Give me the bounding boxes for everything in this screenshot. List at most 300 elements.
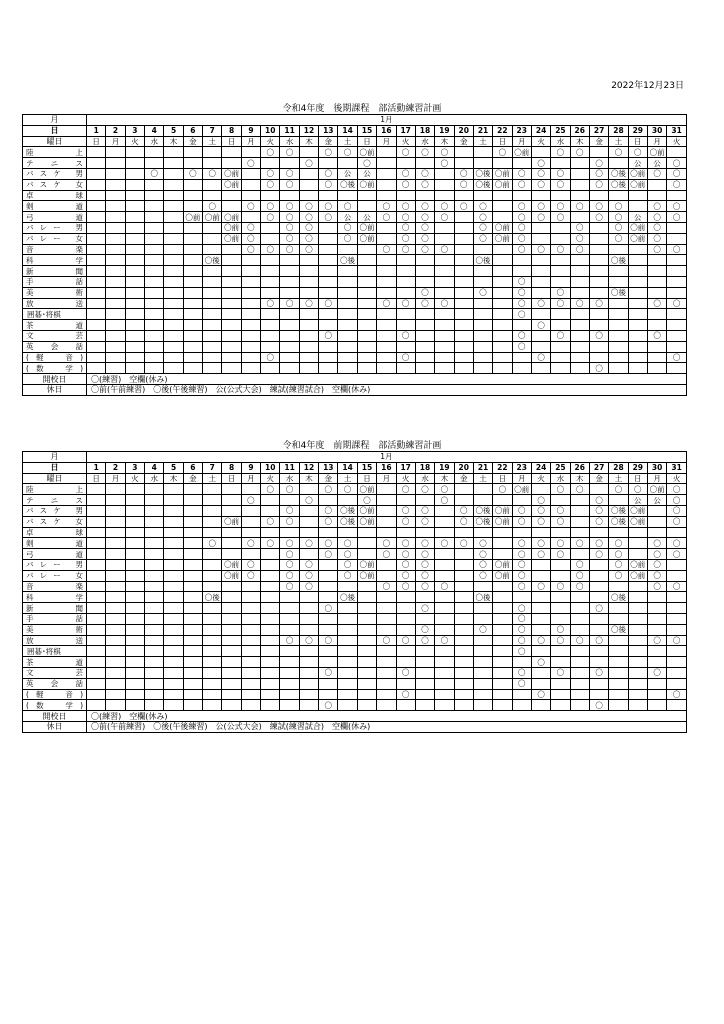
schedule-cell [493,657,512,668]
schedule-cell [241,363,260,374]
schedule-cell [203,244,222,255]
schedule-cell [415,678,434,689]
month-value: 1月 [87,452,687,463]
schedule-cell [164,538,183,549]
schedule-cell [87,298,106,309]
schedule-cell [589,624,608,635]
schedule-cell [454,287,473,298]
schedule-cell [280,320,299,331]
schedule-cell: 〇 [667,505,687,516]
club-row [23,592,687,603]
schedule-cell [415,689,434,700]
schedule-cell [435,667,454,678]
schedule-cell [357,538,376,549]
schedule-cell [125,505,144,516]
schedule-cell: 〇 [667,212,687,223]
schedule-cell: 〇 [570,581,589,592]
schedule-cell [87,646,106,657]
schedule-cell: 〇 [415,168,434,179]
schedule-cell [145,233,164,244]
schedule-cell [261,276,280,287]
schedule-cell [145,341,164,352]
schedule-cell [531,233,550,244]
schedule-cell [106,646,125,657]
schedule-cell [647,689,666,700]
schedule-cell [125,538,144,549]
schedule-cell [261,635,280,646]
club-row [23,222,687,233]
schedule-cell [512,266,531,277]
schedule-cell: 〇 [512,276,531,287]
schedule-cell [280,527,299,538]
schedule-cell [183,330,202,341]
schedule-cell [203,559,222,570]
schedule-cell [396,255,415,266]
schedule-cell [261,222,280,233]
schedule-cell [454,635,473,646]
schedule-cell [667,624,687,635]
weekday-cell: 水 [551,473,570,484]
schedule-cell [415,646,434,657]
schedule-cell [493,613,512,624]
schedule-cell [377,700,396,711]
schedule-cell [493,298,512,309]
day-cell: 5 [164,125,183,136]
schedule-cell [183,657,202,668]
schedule-cell: 〇 [551,179,570,190]
schedule-cell [203,341,222,352]
schedule-cell [203,635,222,646]
weekday-cell: 月 [647,473,666,484]
day-cell: 29 [628,462,647,473]
schedule-cell: 〇 [261,484,280,495]
schedule-cell: 〇 [551,667,570,678]
schedule-cell [87,484,106,495]
schedule-cell [551,158,570,169]
schedule-cell: 〇 [647,201,666,212]
schedule-cell [164,287,183,298]
schedule-cell [106,320,125,331]
schedule-cell [106,222,125,233]
schedule-cell: 〇 [454,505,473,516]
schedule-cell [183,244,202,255]
weekday-cell: 日 [222,473,241,484]
schedule-cell: 〇前 [183,212,202,223]
schedule-cell [106,538,125,549]
schedule-cell [145,559,164,570]
schedule-cell [222,613,241,624]
schedule-cell: 〇 [512,538,531,549]
schedule-cell: 〇 [667,549,687,560]
weekday-cell: 火 [667,473,687,484]
schedule-cell [377,689,396,700]
schedule-cell [338,244,357,255]
schedule-cell [261,527,280,538]
schedule-cell [551,233,570,244]
schedule-cell [628,287,647,298]
schedule-cell [145,287,164,298]
schedule-cell [299,287,318,298]
schedule-cell: 〇 [338,201,357,212]
legend-row [23,711,687,722]
schedule-cell [377,667,396,678]
schedule-cell: 〇 [551,244,570,255]
schedule-cell [589,570,608,581]
schedule-cell: 〇 [280,244,299,255]
schedule-cell [473,495,492,506]
schedule-cell: 〇 [512,603,531,614]
schedule-cell [280,352,299,363]
schedule-cell: 〇 [531,516,550,527]
schedule-cell: 〇前 [357,222,376,233]
schedule-cell [667,276,687,287]
schedule-cell [203,298,222,309]
schedule-cell: 〇 [396,581,415,592]
schedule-cell [493,212,512,223]
schedule-cell [87,657,106,668]
schedule-cell: 〇 [203,538,222,549]
schedule-cell [125,667,144,678]
schedule-cell [106,298,125,309]
schedule-cell [628,657,647,668]
schedule-cell: 〇 [647,559,666,570]
day-cell: 27 [589,125,608,136]
schedule-cell: 〇 [396,505,415,516]
schedule-cell [319,341,338,352]
schedule-cell: 〇 [589,667,608,678]
schedule-cell [609,330,628,341]
schedule-cell [241,624,260,635]
schedule-cell: 〇 [280,570,299,581]
day-cell: 8 [222,462,241,473]
schedule-cell [454,276,473,287]
schedule-cell [164,276,183,287]
club-row [23,201,687,212]
schedule-cell: 〇 [415,201,434,212]
schedule-cell [493,330,512,341]
schedule-cell [454,330,473,341]
schedule-cell [319,570,338,581]
schedule-cell [125,255,144,266]
schedule-cell [512,158,531,169]
schedule-cell [106,309,125,320]
schedule-cell [609,657,628,668]
club-row [23,341,687,352]
schedule-cell [183,276,202,287]
schedule-cell [357,657,376,668]
schedule-cell [164,678,183,689]
schedule-cell [222,158,241,169]
schedule-cell [125,352,144,363]
schedule-cell [531,266,550,277]
schedule-cell [183,527,202,538]
schedule-cell [454,255,473,266]
day-cell: 15 [357,125,376,136]
schedule-cell [357,592,376,603]
schedule-cell [280,341,299,352]
schedule-cell [183,516,202,527]
schedule-cell [357,613,376,624]
schedule-cell: 〇 [609,559,628,570]
schedule-cell [377,657,396,668]
club-name: 科 学 [23,255,87,266]
schedule-cell: 〇 [512,330,531,341]
day-cell: 14 [338,462,357,473]
schedule-cell [299,190,318,201]
schedule-cell: 〇 [512,581,531,592]
schedule-cell: 〇後 [609,255,628,266]
schedule-cell [87,624,106,635]
club-row [23,516,687,527]
schedule-cell: 〇 [609,233,628,244]
schedule-cell [473,298,492,309]
club-name: 英 会 話 [23,678,87,689]
schedule-cell [145,538,164,549]
schedule-cell [106,201,125,212]
schedule-cell [338,309,357,320]
schedule-cell: 〇 [357,158,376,169]
schedule-cell: 〇後 [609,168,628,179]
legend-label: 休日 [23,384,87,395]
schedule-cell [241,298,260,309]
schedule-cell [454,320,473,331]
schedule-cell [570,276,589,287]
schedule-cell [396,341,415,352]
schedule-cell [570,678,589,689]
schedule-cell: 〇 [396,201,415,212]
schedule-cell [531,527,550,538]
schedule-cell [261,657,280,668]
weekday-cell: 月 [647,136,666,147]
schedule-cell [454,646,473,657]
schedule-cell [570,212,589,223]
day-cell: 2 [106,125,125,136]
schedule-cell [203,581,222,592]
schedule-cell [435,330,454,341]
club-row [23,212,687,223]
schedule-cell [125,603,144,614]
schedule-cell [87,613,106,624]
schedule-cell: 〇 [667,484,687,495]
schedule-cell [125,678,144,689]
schedule-cell [125,592,144,603]
schedule-cell [280,330,299,341]
schedule-cell: 〇 [396,667,415,678]
schedule-cell: 〇 [261,147,280,158]
club-name: 音 楽 [23,581,87,592]
schedule-cell [183,678,202,689]
schedule-cell [454,592,473,603]
schedule-cell [203,352,222,363]
schedule-cell: 〇 [667,495,687,506]
schedule-cell: 〇前 [628,233,647,244]
schedule-cell [261,646,280,657]
schedule-cell [87,212,106,223]
schedule-cell [164,266,183,277]
schedule-cell [589,255,608,266]
schedule-cell [396,495,415,506]
club-row [23,646,687,657]
schedule-cell: 〇前 [628,516,647,527]
weekday-cell: 土 [609,136,628,147]
schedule-cell [667,613,687,624]
schedule-cell [319,320,338,331]
schedule-cell: 〇 [319,700,338,711]
schedule-cell [222,287,241,298]
schedule-cell: 〇 [280,233,299,244]
club-row [23,233,687,244]
schedule-cell [106,570,125,581]
schedule-cell [647,624,666,635]
schedule-cell [628,689,647,700]
day-cell: 10 [261,125,280,136]
schedule-cell [106,581,125,592]
schedule-cell: 〇 [512,244,531,255]
schedule-cell [628,190,647,201]
schedule-cell [125,516,144,527]
schedule-cell [415,320,434,331]
schedule-cell: 公 [628,158,647,169]
schedule-cell [183,158,202,169]
schedule-cell [667,527,687,538]
schedule-cell: 〇 [415,298,434,309]
schedule-cell [512,592,531,603]
day-cell: 13 [319,462,338,473]
schedule-cell [493,244,512,255]
schedule-cell [164,549,183,560]
schedule-cell: 〇前 [222,222,241,233]
schedule-cell: 〇後 [203,255,222,266]
schedule-cell: 〇 [589,700,608,711]
weekday-cell: 金 [319,473,338,484]
schedule-cell: 〇 [473,233,492,244]
club-row [23,255,687,266]
day-cell: 25 [551,125,570,136]
schedule-cell [241,667,260,678]
weekday-cell: 木 [299,136,318,147]
schedule-cell [319,276,338,287]
schedule-cell: 〇 [280,168,299,179]
schedule-cell [338,190,357,201]
schedule-cell [647,255,666,266]
schedule-cell: 公 [628,495,647,506]
schedule-cell: 〇後 [473,592,492,603]
schedule-cell [87,147,106,158]
schedule-cell [203,689,222,700]
schedule-cell [241,603,260,614]
schedule-cell [377,168,396,179]
schedule-cell: 〇前 [628,570,647,581]
schedule-cell: 〇 [396,222,415,233]
club-row [23,287,687,298]
schedule-cell [183,689,202,700]
schedule-cell [551,559,570,570]
schedule-cell [589,244,608,255]
schedule-cell [87,309,106,320]
schedule-cell [454,527,473,538]
club-name: 茶 道 [23,657,87,668]
schedule-cell [125,527,144,538]
schedule-cell [628,635,647,646]
schedule-cell: 〇 [415,179,434,190]
schedule-cell [589,527,608,538]
schedule-cell [551,276,570,287]
schedule-cell: 〇 [667,352,687,363]
club-name: バレー 男 [23,222,87,233]
schedule-cell [531,700,550,711]
weekday-cell: 水 [280,473,299,484]
schedule-cell: 〇 [338,559,357,570]
schedule-cell: 〇 [415,222,434,233]
schedule-cell [299,505,318,516]
schedule-cell [628,667,647,678]
schedule-cell [183,538,202,549]
month-value: 1月 [87,115,687,126]
schedule-cell [261,624,280,635]
schedule-cell [164,516,183,527]
schedule-cell: 〇後 [473,255,492,266]
schedule-cell [454,603,473,614]
schedule-cell [435,341,454,352]
schedule-cell [241,309,260,320]
schedule-cell [435,624,454,635]
schedule-cell [609,190,628,201]
schedule-cell [435,603,454,614]
schedule-cell: 〇 [570,244,589,255]
schedule-cell [570,158,589,169]
schedule-cell [667,309,687,320]
schedule-cell [261,592,280,603]
schedule-cell [280,309,299,320]
schedule-cell [338,266,357,277]
schedule-cell: 〇 [280,212,299,223]
club-name: 手 話 [23,613,87,624]
weekday-cell: 火 [396,136,415,147]
schedule-cell [531,624,550,635]
schedule-cell [261,363,280,374]
schedule-cell [570,516,589,527]
schedule-cell: 〇 [435,298,454,309]
schedule-cell [473,352,492,363]
schedule-cell [628,341,647,352]
club-name: 文 芸 [23,667,87,678]
schedule-cell: 〇 [396,212,415,223]
schedule-cell [647,527,666,538]
schedule-cell [415,255,434,266]
schedule-cell [628,352,647,363]
schedule-cell: 〇 [531,581,550,592]
schedule-cell: 〇 [319,330,338,341]
schedule-cell [145,689,164,700]
schedule-cell [396,603,415,614]
schedule-cell [261,341,280,352]
schedule-cell: 〇 [531,201,550,212]
schedule-cell [106,352,125,363]
schedule-cell [164,255,183,266]
schedule-cell [435,320,454,331]
day-cell: 3 [125,125,144,136]
weekday-cell: 火 [261,473,280,484]
schedule-cell [299,592,318,603]
schedule-cell [454,212,473,223]
schedule-cell [87,549,106,560]
schedule-cell [473,190,492,201]
schedule-cell [319,624,338,635]
schedule-cell [183,592,202,603]
schedule-cell: 〇 [512,570,531,581]
schedule-cell: 〇前 [628,559,647,570]
schedule-cell: 〇 [647,538,666,549]
